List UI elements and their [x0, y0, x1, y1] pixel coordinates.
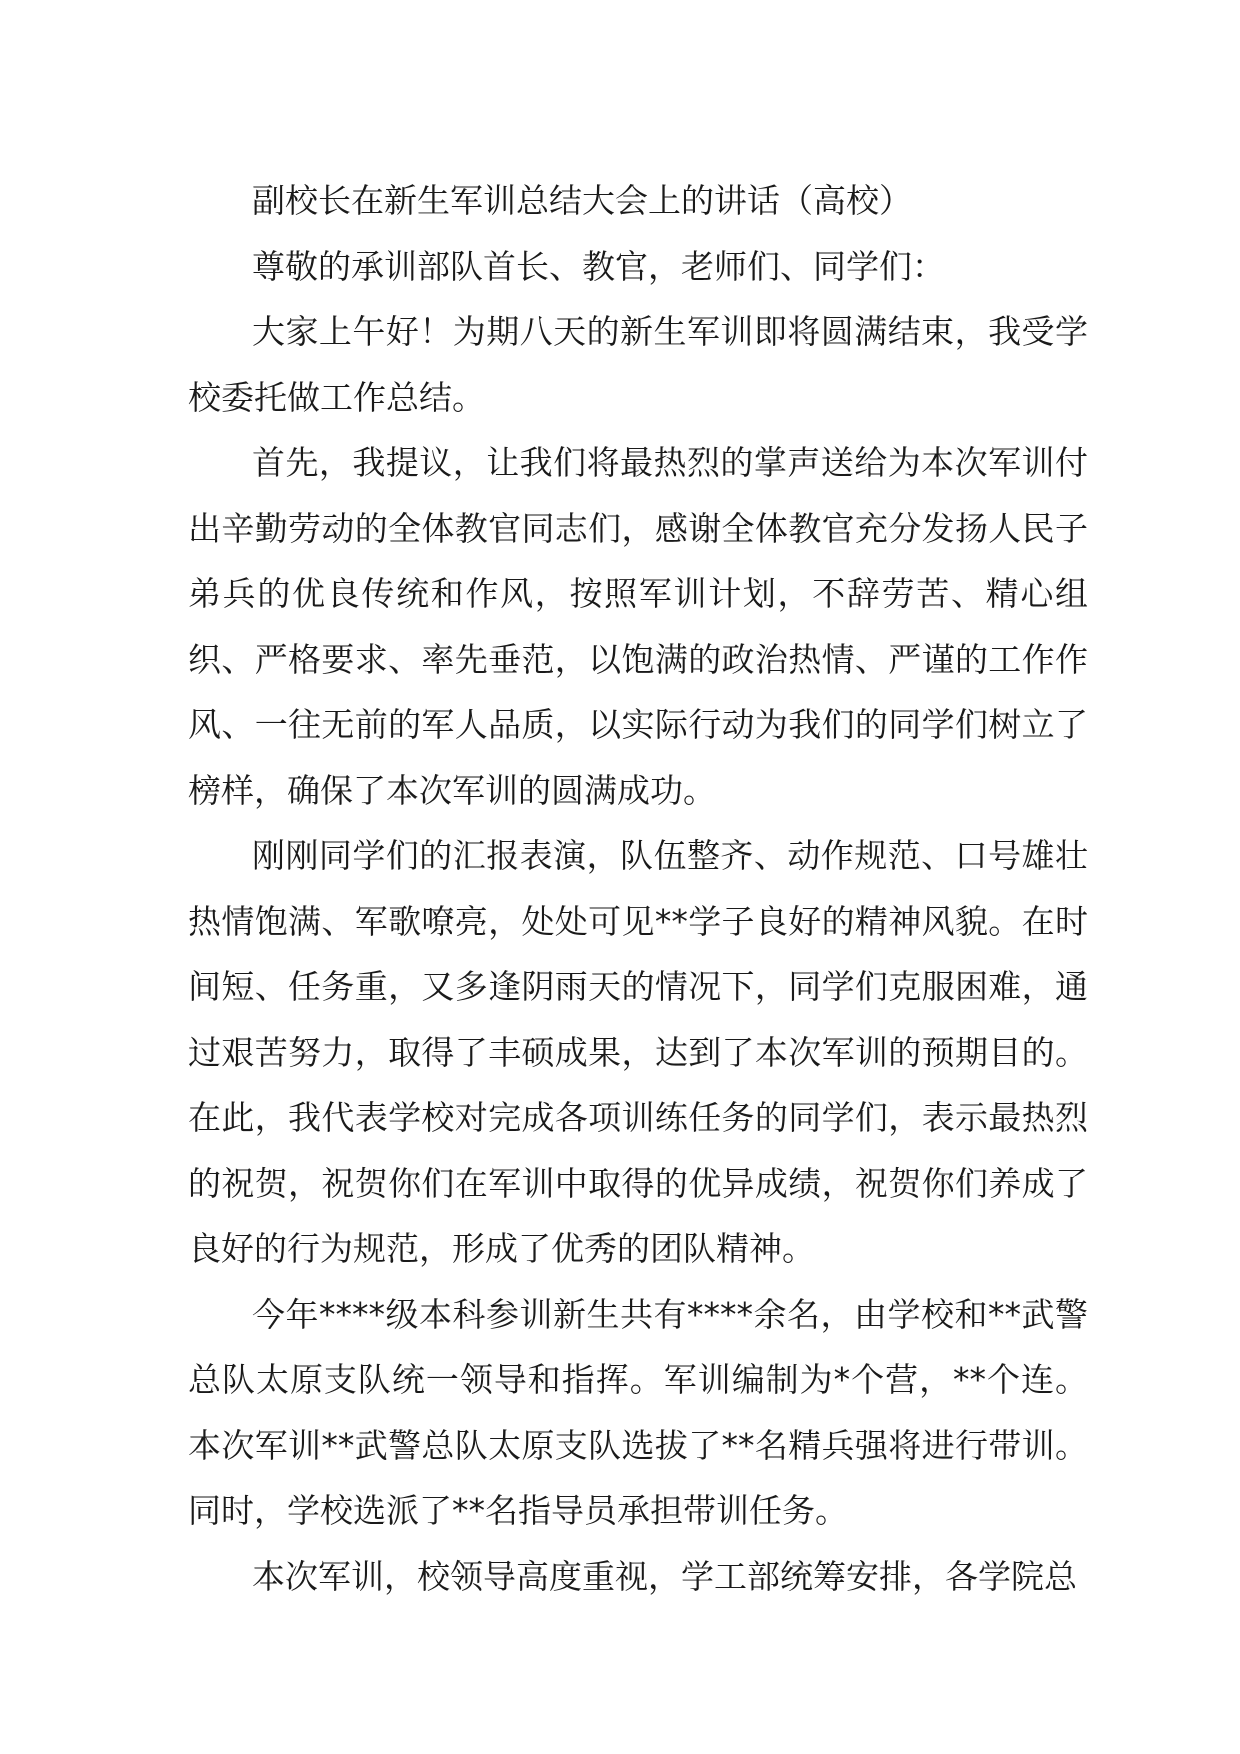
paragraph-thanks-instructors: 首先，我提议，让我们将最热烈的掌声送给为本次军训付出辛勤劳动的全体教官同志们，感谢全体教官充分发扬人民子弟兵的优良传统和作风，按照军训计划，不辞劳苦、精心组织、严格要求、率先垂范，以饱满的政治热情、严谨的工作作风、一往无前的军人品质，以实际行动为我们的同学们树立了榜样，确保了本次军训的圆满成功。: [188, 443, 1088, 810]
paragraph-greeting: 大家上午好！为期八天的新生军训即将圆满结束，我受学校委托做工作总结。: [188, 312, 1088, 417]
document-body: [188, 168, 1088, 1609]
paragraph-leadership: 本次军训，校领导高度重视，学工部统筹安排，各学院总: [252, 1556, 1077, 1596]
document-title: 副校长在新生军训总结大会上的讲话（高校）: [252, 181, 912, 220]
paragraph-performance: 刚刚同学们的汇报表演，队伍整齐、动作规范、口号雄壮热情饱满、军歌嘹亮，处处可见**学子良好的精神风貌。在时间短、任务重，又多逢阴雨天的情况下，同学们克服困难，通过艰苦努力，取得了丰硕成果，达到了本次军训的预期目的。在此，我代表学校对完成各项训练任务的同学们，表示最热烈的祝贺，祝贺你们在军训中取得的优异成绩，祝贺你们养成了良好的行为规范，形成了优秀的团队精神。: [188, 836, 1088, 1268]
salutation: 尊敬的承训部队首长、教官，老师们、同学们：: [252, 246, 945, 286]
paragraph-organization: 今年****级本科参训新生共有****余名，由学校和**武警总队太原支队统一领导和指挥。军训编制为*个营，**个连。本次军训**武警总队太原支队选拔了**名精兵强将进行带训。同时，学校选派了**名指导员承担带训任务。: [188, 1294, 1088, 1530]
